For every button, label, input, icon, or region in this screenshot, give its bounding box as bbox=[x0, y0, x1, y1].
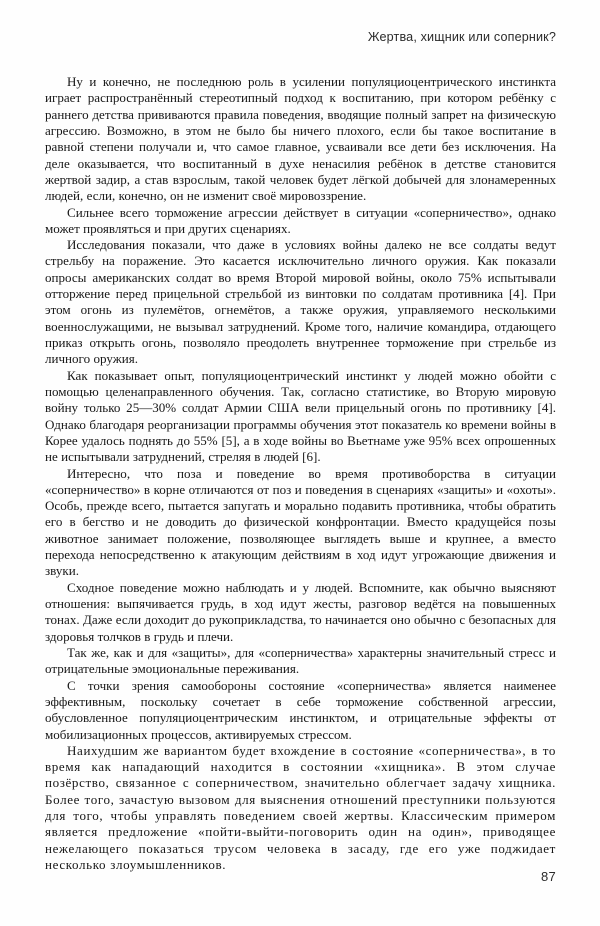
paragraph: Ну и конечно, не последнюю роль в усилении популяциоцентрического инстинкта играет распространённый стереотипный подход к воспитанию, при котором ребёнку с раннего детства прививаются правила поведения, вводящие полный запрет на физическую агрессию. Возможно, в этом не было бы ничего плохого, если бы такое воспитание в равной степени получали и, что самое главное, усваивали все дети без исключения. На деле оказывается, что воспитанный в духе ненасилия ребёнок в детстве становится жертвой задир, а став взрослым, такой человек будет лёгкой добычей для злонамеренных людей, если, конечно, он не изменит своё мировоззрение. bbox=[45, 74, 556, 204]
running-head: Жертва, хищник или соперник? bbox=[367, 30, 556, 44]
body-text-block bbox=[45, 74, 556, 873]
paragraph: Сходное поведение можно наблюдать и у людей. Вспомните, как обычно выясняют отношения: выпячивается грудь, в ход идут жесты, разговор ведётся на повышенных тонах. Даже если доходит до рукоприкладства, то начинается оно обычно с безопасных для здоровья толчков в грудь и плечи. bbox=[45, 579, 556, 644]
page-number: 87 bbox=[540, 869, 556, 884]
paragraph: Интересно, что поза и поведение во время противоборства в ситуации «соперничество» в корне отличаются от поз и поведения в сценариях «защиты» и «охоты». Особь, прежде всего, пытается запугать и морально подавить противника, чтобы обратить его в бегство и не доводить до физической конфронтации. Вместо крадущейся позы животное занимает положение, позволяющее выглядеть выше и крупнее, а вместо перехода непосредственно к атакующим действиям в ход идут угрожающие движения и звуки. bbox=[45, 465, 556, 579]
paragraph: Сильнее всего торможение агрессии действует в ситуации «соперничество», однако может проявляться и при других сценариях. bbox=[45, 204, 556, 236]
paragraph: Наихудшим же вариантом будет вхождение в состояние «соперничества», в то время как нападающий находится в состоянии «хищника». В этом случае позёрство, связанное с соперничеством, значительно облегчает задачу хищника. Более того, зачастую вызовом для выяснения отношений преступники пользуются для того, чтобы управлять поведением своей жертвы. Классическим примером является предложение «пойти-выйти-поговорить один на один», приводящее нежелающего показаться трусом человека в засаду, где его уже поджидает несколько злоумышленников. bbox=[45, 742, 556, 872]
paragraph: Как показывает опыт, популяциоцентрический инстинкт у людей можно обойти с помощью целенаправленного обучения. Так, согласно статистике, во Вторую мировую войну только 25—30% солдат Армии США вели прицельный огонь по противнику [4]. Однако благодаря реорганизации программы обучения этот показатель ко времени войны в Корее удалось поднять до 55% [5], а в ходе войны во Вьетнаме уже 95% всех опрошенных не испытывали затруднений, стреляя в людей [6]. bbox=[45, 367, 556, 465]
paragraph: С точки зрения самообороны состояние «соперничества» является наименее эффективным, поскольку сочетает в себе торможение собственной агрессии, обусловленное популяциоцентрическим инстинктом, и отрицательные эффекты от мобилизационных процессов, активируемых стрессом. bbox=[45, 677, 556, 742]
paragraph: Так же, как и для «защиты», для «соперничества» характерны значительный стресс и отрицательные эмоциональные переживания. bbox=[45, 644, 556, 677]
paragraph: Исследования показали, что даже в условиях войны далеко не все солдаты ведут стрельбу на поражение. Это касается исключительно личного оружия. Как показали опросы американских солдат во время Второй мировой войны, около 75% испытывали отторжение перед прицельной стрельбой из винтовки по солдатам противника [4]. При этом огонь из пулемётов, огнемётов, а также оружия, управляемого несколькими военнослужащими, не вызывал затруднений. Кроме того, наличие командира, отдающего приказ открыть огонь, позволяло преодолеть внутреннее торможение при стрельбе из личного оружия. bbox=[45, 237, 556, 367]
